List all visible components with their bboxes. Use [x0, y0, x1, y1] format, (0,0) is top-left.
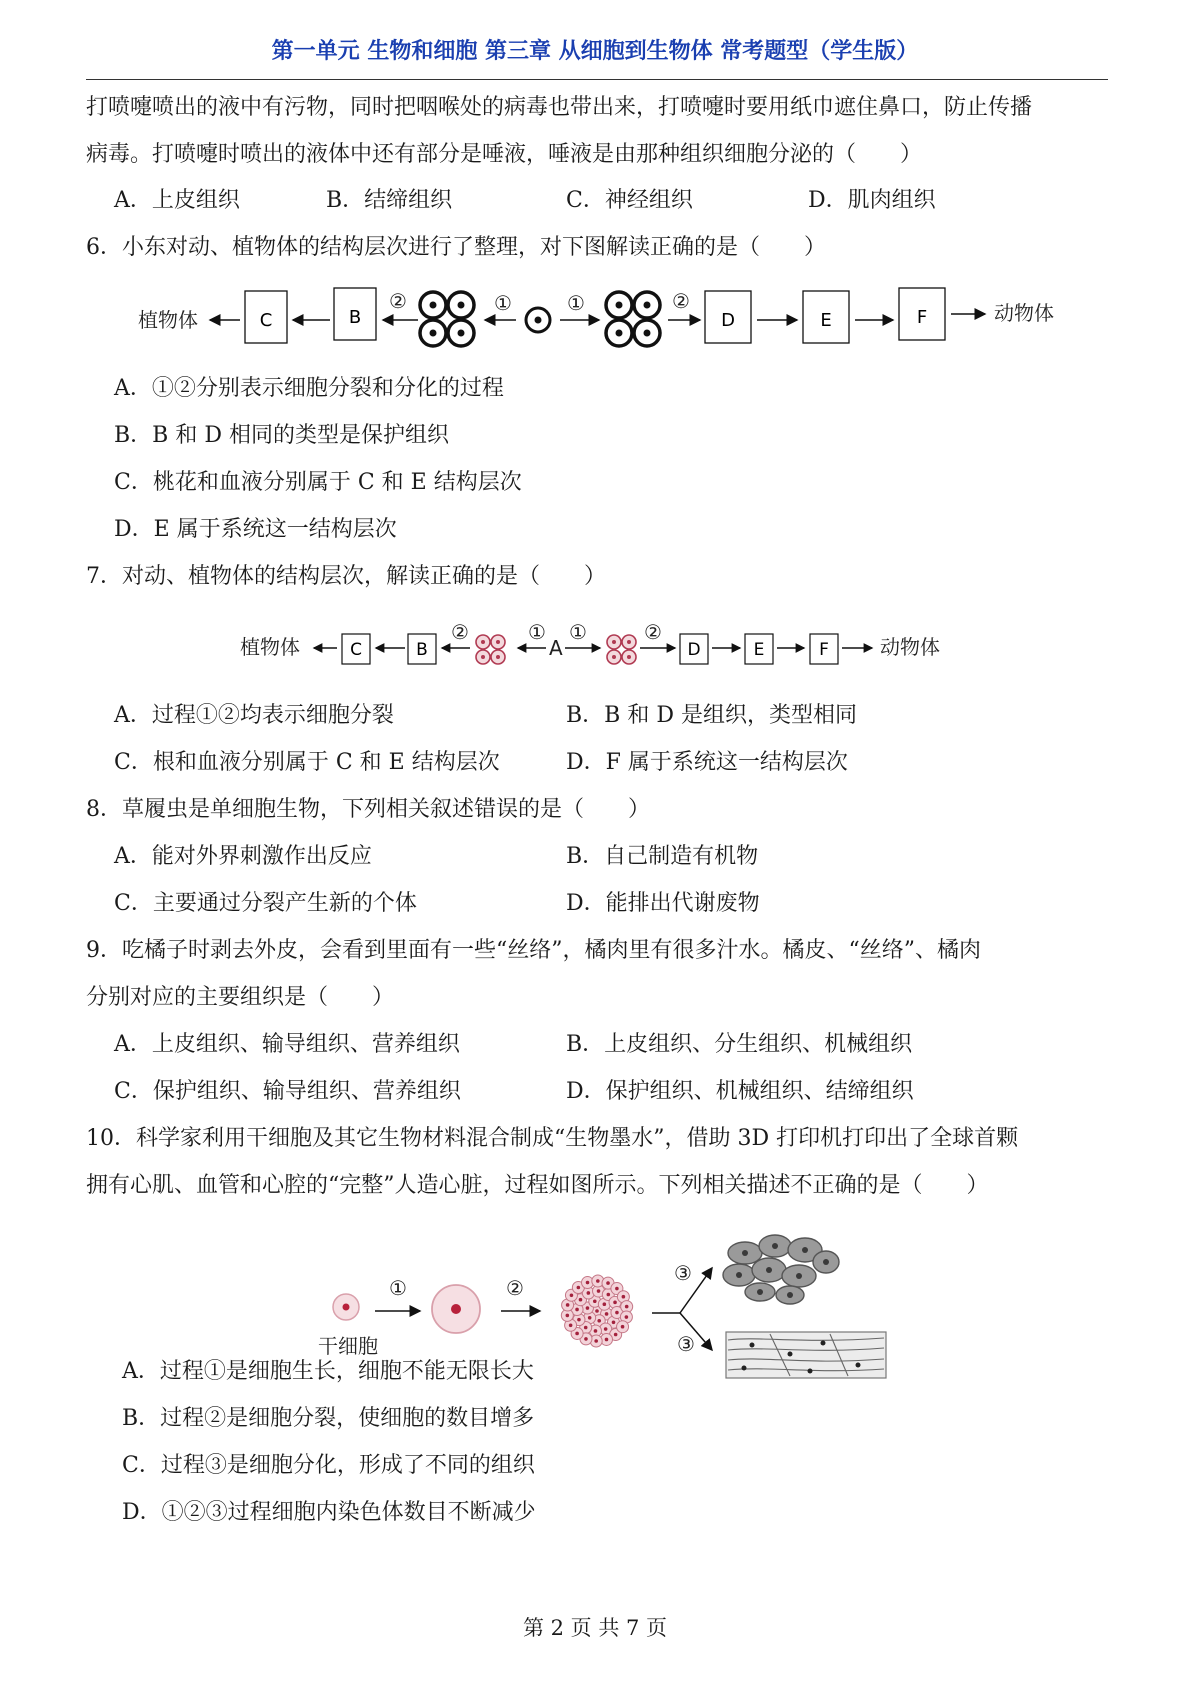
- cluster-cell-nucleus: [596, 1279, 600, 1283]
- svg-text:E: E: [820, 310, 832, 331]
- svg-text:D: D: [721, 310, 735, 331]
- q10-muscle-tissue: [726, 1332, 886, 1378]
- q6-four-cells-left: [420, 292, 474, 346]
- cluster-cell-nucleus: [625, 1305, 629, 1309]
- q7-step-1-right: ①: [569, 620, 587, 644]
- cluster-cell-nucleus: [586, 1281, 590, 1285]
- q9-line-1: 9．吃橘子时剥去外皮，会看到里面有一些“丝络”，橘肉里有很多汁水。橘皮、“丝络”、橘肉: [86, 938, 981, 963]
- q7-four-cells-right: [607, 635, 636, 664]
- q10-stem-cell-label: 干细胞: [318, 1334, 378, 1358]
- cluster-cell-nucleus: [625, 1315, 629, 1319]
- cluster-cell-nucleus: [579, 1298, 583, 1302]
- q6-single-cell: [526, 308, 550, 332]
- svg-text:B: B: [348, 307, 362, 328]
- svg-text:D: D: [687, 640, 701, 660]
- q6-step-2-left: ②: [389, 289, 407, 313]
- q6-step-1-right: ①: [567, 291, 585, 315]
- q10-line-2: 拥有心肌、血管和心腔的“完整”人造心脏，过程如图所示。下列相关描述不正确的是（ ）: [86, 1173, 989, 1198]
- q7-stem: 7．对动、植物体的结构层次，解读正确的是（ ）: [86, 564, 606, 589]
- cluster-cell-nucleus: [604, 1327, 608, 1331]
- svg-text:E: E: [753, 640, 765, 660]
- q5-option-a[interactable]: A．上皮组织: [114, 188, 240, 213]
- svg-text:C: C: [259, 310, 273, 331]
- q7-option-d[interactable]: D．F 属于系统这一结构层次: [566, 750, 848, 775]
- q7-structure-diagram: [0, 622, 1190, 682]
- cluster-cell-nucleus: [566, 1303, 570, 1307]
- cluster-cell-nucleus: [606, 1293, 610, 1297]
- q9-line-2: 分别对应的主要组织是（ ）: [86, 985, 395, 1010]
- q6-step-1-left: ①: [494, 291, 512, 315]
- q6-left-label: 植物体: [138, 308, 198, 332]
- q7-left-label: 植物体: [240, 635, 300, 659]
- q8-option-b[interactable]: B．自己制造有机物: [566, 844, 759, 869]
- svg-text:C: C: [350, 640, 362, 660]
- q7-step-1-left: ①: [528, 620, 546, 644]
- q10-option-c[interactable]: C．过程③是细胞分化，形成了不同的组织: [122, 1453, 535, 1478]
- q7-four-cells-left: [476, 635, 505, 664]
- q6-four-cells-right: [606, 292, 660, 346]
- q9-option-d[interactable]: D．保护组织、机械组织、结缔组织: [566, 1079, 914, 1104]
- cluster-cell-nucleus: [614, 1333, 618, 1337]
- cluster-cell-nucleus: [594, 1339, 598, 1343]
- q8-option-d[interactable]: D．能排出代谢废物: [566, 891, 760, 916]
- cluster-cell-nucleus: [587, 1291, 591, 1295]
- cluster-cell-nucleus: [621, 1325, 625, 1329]
- cluster-cell-nucleus: [586, 1306, 590, 1310]
- q10-cell-cluster: [561, 1275, 632, 1347]
- page-header-title: 第一单元 生物和细胞 第三章 从细胞到生物体 常考题型（学生版）: [271, 39, 919, 64]
- q10-option-b[interactable]: B．过程②是细胞分裂，使细胞的数目增多: [122, 1406, 535, 1431]
- cluster-cell-nucleus: [577, 1286, 581, 1290]
- cluster-cell-nucleus: [605, 1338, 609, 1342]
- q5-line-1: 打喷嚏喷出的液中有污物，同时把咽喉处的病毒也带出来，打喷嚏时要用纸巾遮住鼻口，防止传播: [86, 95, 1033, 120]
- page-number: 第 2 页 共 7 页: [522, 1616, 668, 1640]
- cluster-cell-nucleus: [575, 1308, 579, 1312]
- cluster-cell-nucleus: [597, 1319, 601, 1323]
- q7-box-e: [745, 634, 773, 664]
- cluster-cell-nucleus: [577, 1318, 581, 1322]
- q7-box-f: [810, 634, 838, 664]
- q10-option-a[interactable]: A．过程①是细胞生长，细胞不能无限长大: [122, 1359, 534, 1384]
- q7-option-b[interactable]: B．B 和 D 是组织，类型相同: [566, 703, 857, 728]
- cluster-cell-nucleus: [593, 1299, 597, 1303]
- q5-option-d[interactable]: D．肌肉组织: [808, 188, 936, 213]
- cluster-cell-nucleus: [584, 1326, 588, 1330]
- q10-grown-cell: [432, 1285, 480, 1333]
- cluster-cell-nucleus: [613, 1301, 617, 1305]
- cluster-cell-nucleus: [615, 1311, 619, 1315]
- q10-line-1: 10．科学家利用干细胞及其它生物材料混合制成“生物墨水”，借助 3D 打印机打印出了全球首颗: [86, 1126, 1019, 1151]
- q5-option-b[interactable]: B．结缔组织: [326, 188, 453, 213]
- q7-step-2-right: ②: [644, 620, 662, 644]
- q7-box-d: [680, 634, 708, 664]
- q6-box-c: [245, 291, 287, 343]
- cluster-cell-nucleus: [584, 1337, 588, 1341]
- cluster-cell-nucleus: [594, 1329, 598, 1333]
- q10-step-1: ①: [389, 1276, 407, 1300]
- q8-option-a[interactable]: A．能对外界刺激作出反应: [114, 844, 372, 869]
- q6-right-label: 动物体: [994, 301, 1054, 325]
- cluster-cell-nucleus: [605, 1312, 609, 1316]
- cluster-cell-nucleus: [603, 1302, 607, 1306]
- q6-option-a[interactable]: A．①②分别表示细胞分裂和分化的过程: [114, 376, 504, 401]
- q6-box-e: [803, 291, 849, 343]
- cluster-cell-nucleus: [597, 1289, 601, 1293]
- q7-step-2-left: ②: [451, 620, 469, 644]
- q7-option-c[interactable]: C．根和血液分别属于 C 和 E 结构层次: [114, 750, 500, 775]
- q7-box-c: [342, 634, 370, 664]
- q7-center-cell-label: A: [549, 636, 563, 660]
- header-divider: [86, 79, 1108, 80]
- q10-epithelial-tissue: [723, 1235, 839, 1304]
- q6-box-b: [334, 288, 376, 340]
- svg-text:B: B: [416, 640, 428, 660]
- q6-box-f: [899, 288, 945, 340]
- q6-box-d: [705, 291, 751, 343]
- q5-line-2: 病毒。打喷嚏时喷出的液体中还有部分是唾液，唾液是由那种组织细胞分泌的（ ）: [86, 142, 923, 167]
- cluster-cell-nucleus: [588, 1316, 592, 1320]
- svg-text:F: F: [916, 307, 928, 328]
- q6-option-c[interactable]: C．桃花和血液分别属于 C 和 E 结构层次: [114, 470, 522, 495]
- q7-option-a[interactable]: A．过程①②均表示细胞分裂: [114, 703, 394, 728]
- q6-structure-diagram: [0, 280, 1190, 360]
- q10-option-d[interactable]: D．①②③过程细胞内染色体数目不断减少: [122, 1500, 536, 1525]
- cluster-cell-nucleus: [566, 1314, 570, 1318]
- q5-option-c[interactable]: C．神经组织: [566, 188, 693, 213]
- q6-option-b[interactable]: B．B 和 D 相同的类型是保护组织: [114, 423, 449, 448]
- cluster-cell-nucleus: [622, 1295, 626, 1299]
- svg-text:F: F: [819, 640, 829, 660]
- cluster-cell-nucleus: [569, 1323, 573, 1327]
- q7-box-b: [408, 634, 436, 664]
- q6-option-d[interactable]: D．E 属于系统这一结构层次: [114, 517, 397, 542]
- q8-stem: 8．草履虫是单细胞生物，下列相关叙述错误的是（ ）: [86, 797, 650, 822]
- q7-right-label: 动物体: [880, 635, 940, 659]
- cluster-cell-nucleus: [615, 1287, 619, 1291]
- q10-step-3-upper: ③: [674, 1261, 692, 1285]
- q10-step-3-lower: ③: [677, 1332, 695, 1356]
- cluster-cell-nucleus: [606, 1281, 610, 1285]
- q9-option-a[interactable]: A．上皮组织、输导组织、营养组织: [114, 1032, 460, 1057]
- q8-option-c[interactable]: C．主要通过分裂产生新的个体: [114, 891, 417, 916]
- q6-stem: 6．小东对动、植物体的结构层次进行了整理，对下图解读正确的是（ ）: [86, 235, 826, 260]
- q6-step-2-right: ②: [672, 289, 690, 313]
- cluster-cell-nucleus: [575, 1332, 579, 1336]
- q10-stem-cell-small: [333, 1294, 359, 1320]
- cluster-cell-nucleus: [570, 1293, 574, 1297]
- q9-option-b[interactable]: B．上皮组织、分生组织、机械组织: [566, 1032, 913, 1057]
- cluster-cell-nucleus: [595, 1309, 599, 1313]
- q9-option-c[interactable]: C．保护组织、输导组织、营养组织: [114, 1079, 461, 1104]
- q10-step-2: ②: [506, 1276, 524, 1300]
- cluster-cell-nucleus: [612, 1320, 616, 1324]
